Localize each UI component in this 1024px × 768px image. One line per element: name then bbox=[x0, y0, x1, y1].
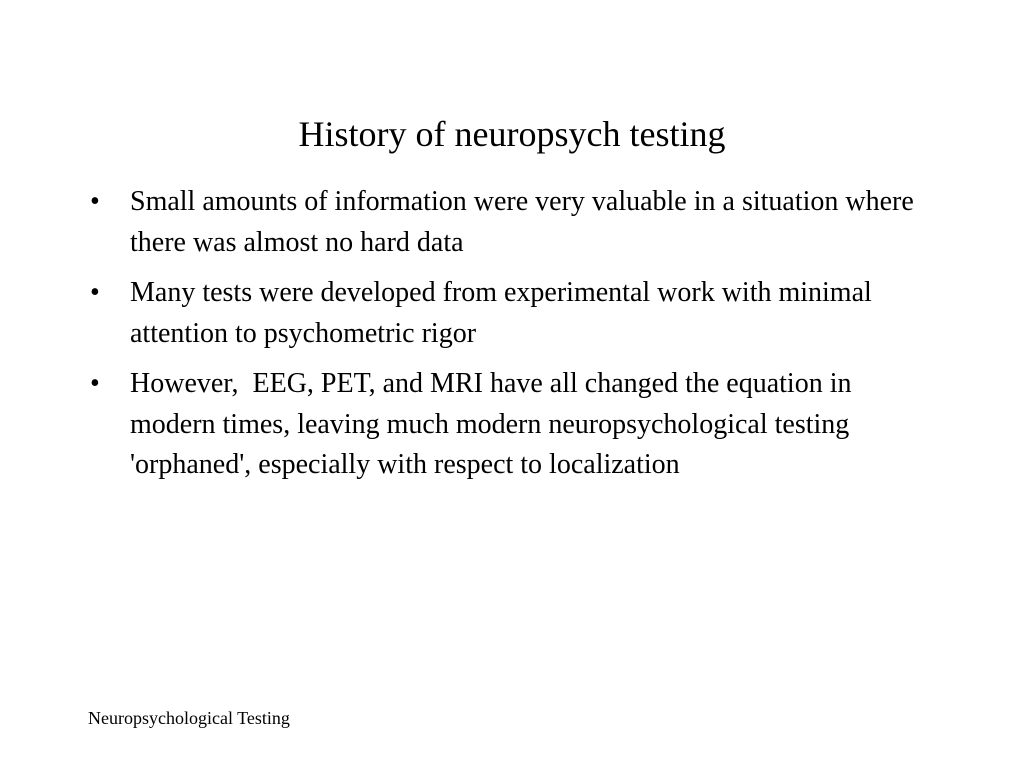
bullet-text: However, EEG, PET, and MRI have all changed the equation in modern times, leaving much modern neuropsychological testing 'orphaned', especially with respect to localization bbox=[130, 368, 859, 480]
bullet-item bbox=[88, 364, 928, 486]
bullet-item bbox=[88, 182, 928, 263]
bullet-text: Many tests were developed from experimental work with minimal attention to psychometric rigor bbox=[130, 277, 879, 349]
bullet-icon: • bbox=[90, 368, 100, 399]
slide-footer: Neuropsychological Testing bbox=[88, 708, 290, 728]
bullet-list bbox=[88, 182, 928, 496]
bullet-text: Small amounts of information were very valuable in a situation where there was almost no hard data bbox=[130, 186, 921, 258]
bullet-icon: • bbox=[90, 186, 100, 217]
bullet-icon: • bbox=[90, 277, 100, 308]
bullet-item bbox=[88, 273, 928, 354]
slide-title: History of neuropsych testing bbox=[298, 114, 726, 154]
